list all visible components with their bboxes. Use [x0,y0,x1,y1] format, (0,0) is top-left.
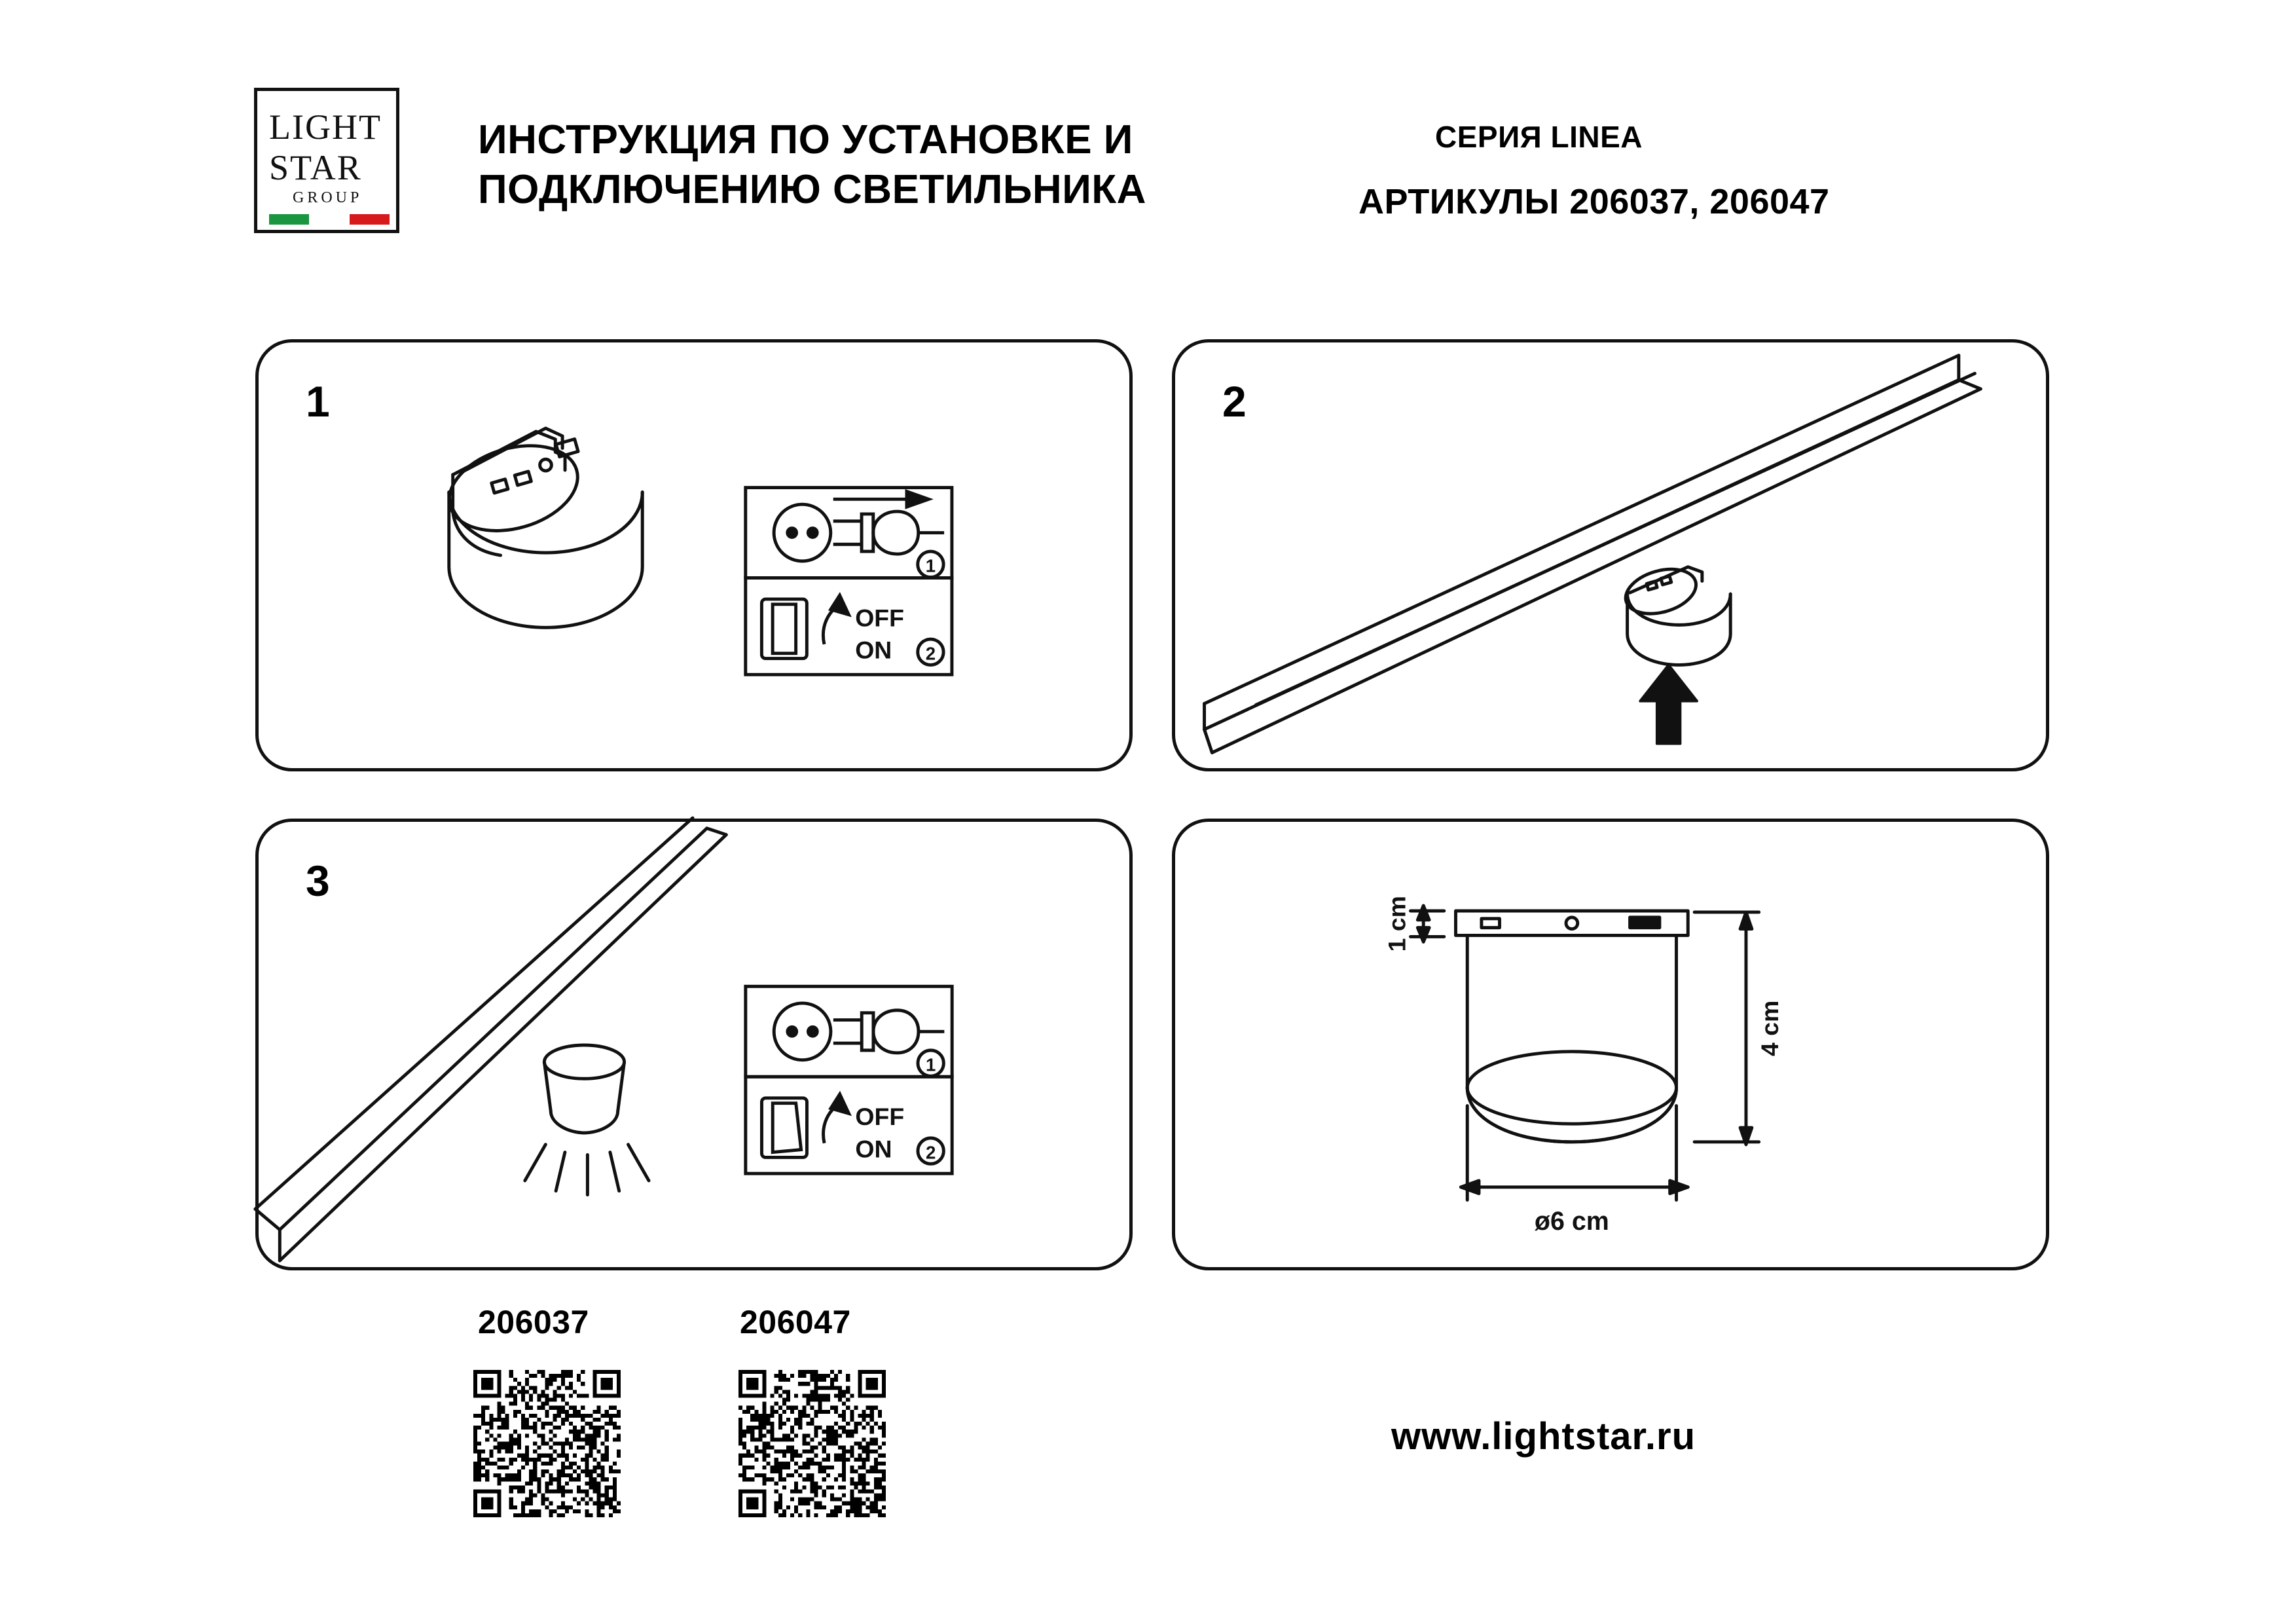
plug-badge-1: 1 [925,555,936,576]
sku-label-206047: 206047 [740,1304,851,1340]
page-title-line1: ИНСТРУКЦИЯ ПО УСТАНОВКЕ И [478,117,1133,162]
on-label-1: ON [855,636,892,664]
qr-code-206037 [473,1370,621,1517]
step-panel-2 [1172,339,2049,771]
step-2-illustration [1175,342,2046,768]
brand-logo [254,88,399,233]
power-callout-2 [259,822,1129,1267]
switch-badge-1: 2 [925,643,936,664]
italy-flag-icon [269,214,390,225]
step-number-2: 2 [1222,377,1247,426]
step-number-3: 3 [306,857,330,905]
diameter-label: ø6 cm [1534,1206,1609,1236]
power-callout-1 [259,342,1129,768]
total-height-label: 4 cm [1756,1000,1784,1057]
step-panel-3 [255,819,1133,1270]
off-label-2: OFF [855,1103,905,1131]
on-label-2: ON [855,1135,892,1163]
website-label: www.lightstar.ru [1391,1415,1696,1458]
series-label: СЕРИЯ LINEA [1435,120,1643,154]
step-panel-1 [255,339,1133,771]
sku-label-206037: 206037 [478,1304,589,1340]
plug-badge-2: 1 [926,1054,936,1075]
off-label-1: OFF [855,604,905,632]
logo-text-star: STAR [269,148,362,187]
height-label: 1 cm [1383,896,1411,952]
page-title-line2: ПОДКЛЮЧЕНИЮ СВЕТИЛЬНИКА [478,166,1146,212]
logo-text-light: LIGHT [269,107,382,147]
page-title [478,115,1394,214]
articles-label: АРТИКУЛЫ 206037, 206047 [1358,182,1830,221]
qr-code-206047 [738,1370,886,1517]
logo-text-group: GROUP [293,189,363,206]
dimensions-panel [1172,819,2049,1270]
step-number-1: 1 [306,377,330,426]
dimensions-illustration [1175,822,2046,1267]
document-header [0,0,2296,282]
switch-badge-2: 2 [926,1142,936,1163]
